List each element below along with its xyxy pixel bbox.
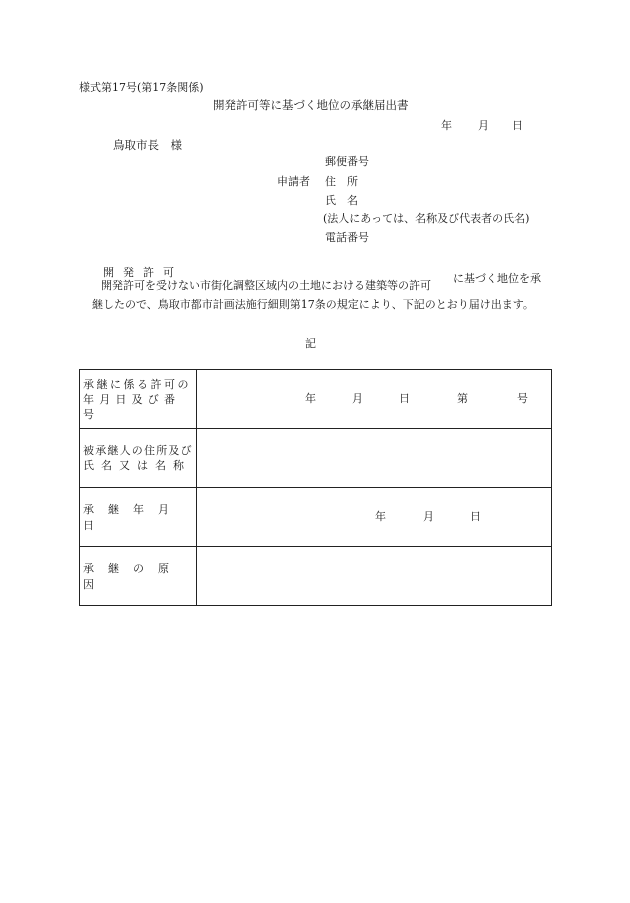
- succession-year: 年: [375, 510, 386, 523]
- label-line: 氏名又は名称: [83, 459, 191, 472]
- permit-date-number-label: [80, 370, 197, 429]
- permit-go: 号: [517, 392, 528, 405]
- permit-day: 日: [399, 392, 410, 405]
- body-text-line1: 開発許可を受けない市街化調整区域内の土地における建築等の許可: [101, 279, 431, 292]
- addressee: 鳥取市長 様: [113, 138, 182, 152]
- permit-type-label: 開発許可: [103, 266, 183, 279]
- permit-month: 月: [352, 392, 363, 405]
- name-label: 氏 名: [325, 194, 358, 207]
- date-day: 日: [512, 119, 523, 132]
- succession-day: 日: [470, 510, 481, 523]
- table-row: [80, 547, 552, 606]
- predecessor-label: [80, 429, 197, 488]
- corporation-note: (法人にあっては、名称及び代表者の氏名): [323, 212, 530, 225]
- phone-label: 電話番号: [325, 231, 369, 244]
- succession-reason-label: 承継の原因: [80, 547, 197, 606]
- date-month: 月: [478, 119, 489, 132]
- table-row: [80, 370, 552, 429]
- form-number: 様式第17号(第17条関係): [79, 81, 204, 94]
- body-text-line2: 継したので、鳥取市都市計画法施行細則第17条の規定により、下記のとおり届け出ます。: [92, 298, 534, 311]
- postal-code-label: 郵便番号: [325, 155, 369, 168]
- succession-date-field[interactable]: [197, 488, 552, 547]
- details-table: [79, 369, 552, 606]
- permit-date-number-field[interactable]: [197, 370, 552, 429]
- body-text-line1-continued: に基づく地位を承: [453, 272, 541, 285]
- table-row: [80, 488, 552, 547]
- label-line: 承継に係る許可の: [83, 377, 191, 391]
- label-line: 被承継人の住所及び: [83, 444, 193, 457]
- succession-month: 月: [423, 510, 434, 523]
- succession-date-label: 承継年月日: [80, 488, 197, 547]
- document-title: 開発許可等に基づく地位の承継届出書: [213, 98, 409, 112]
- date-year: 年: [441, 119, 452, 132]
- table-row: [80, 429, 552, 488]
- predecessor-field[interactable]: [197, 429, 552, 488]
- address-label: 住 所: [325, 175, 358, 188]
- permit-dai: 第: [457, 392, 468, 405]
- label-line: 年月日及び番号: [83, 392, 181, 421]
- ki-heading: 記: [305, 337, 316, 350]
- applicant-role-label: 申請者: [277, 175, 310, 188]
- permit-year: 年: [305, 392, 316, 405]
- succession-reason-field[interactable]: [197, 547, 552, 606]
